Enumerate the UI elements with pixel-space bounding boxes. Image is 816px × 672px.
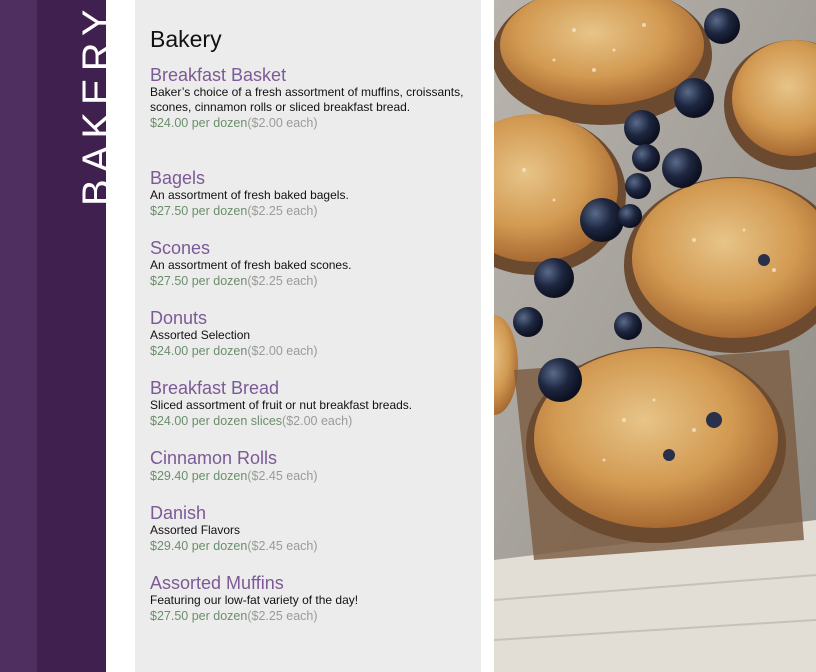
page-title: Bakery: [150, 26, 222, 52]
item-price: $29.40: [150, 539, 189, 553]
item-name: Breakfast Bread: [150, 378, 280, 398]
item-name: Bagels: [150, 168, 206, 188]
item-name: Donuts: [150, 308, 208, 328]
item-price: $27.50: [150, 204, 189, 218]
item-name: Scones: [150, 238, 211, 258]
item-name: Danish: [150, 503, 207, 523]
item-price-line: [150, 343, 470, 359]
item-each-price: ($2.25 each): [247, 204, 318, 218]
item-description: An assortment of fresh baked bagels.: [150, 188, 349, 202]
menu-item-breakfast-bread: [150, 378, 470, 429]
item-unit: per dozen: [191, 116, 248, 130]
item-description: An assortment of fresh baked scones.: [150, 258, 352, 272]
item-description: Sliced assortment of fruit or nut breakfast breads.: [150, 398, 413, 412]
item-price-line: [150, 468, 470, 484]
item-each-price: ($2.45 each): [247, 469, 318, 483]
item-price: $27.50: [150, 274, 189, 288]
item-unit: per dozen: [191, 204, 248, 218]
muffins-illustration: [494, 0, 816, 672]
sidebar-title: BAKERY: [75, 2, 119, 206]
item-each-price: ($2.25 each): [247, 274, 318, 288]
item-price: $24.00: [150, 344, 189, 358]
item-each-price: ($2.00 each): [247, 116, 318, 130]
item-each-price: ($2.45 each): [247, 539, 318, 553]
menu-item-bagels: [150, 168, 470, 219]
menu-item-breakfast-basket: [150, 65, 470, 131]
item-description: Assorted Flavors: [150, 523, 241, 537]
menu-item-cinnamon-rolls: [150, 448, 470, 484]
item-unit: per dozen: [191, 274, 248, 288]
item-price: $27.50: [150, 609, 189, 623]
menu-item-danish: [150, 503, 470, 554]
item-each-price: ($2.00 each): [247, 344, 318, 358]
item-name: Assorted Muffins: [150, 573, 284, 593]
menu-item-donuts: [150, 308, 470, 359]
item-unit: per dozen slices: [191, 414, 283, 428]
item-each-price: ($2.25 each): [247, 609, 318, 623]
item-name: Cinnamon Rolls: [150, 448, 278, 468]
item-price-line: [150, 413, 470, 429]
item-price-line: [150, 273, 470, 289]
item-unit: per dozen: [191, 609, 248, 623]
item-price: $24.00: [150, 414, 189, 428]
item-price: $24.00: [150, 116, 189, 130]
item-unit: per dozen: [191, 344, 248, 358]
item-each-price: ($2.00 each): [282, 414, 353, 428]
muffins-photo: [494, 0, 816, 672]
item-description: Assorted Selection: [150, 328, 251, 342]
item-unit: per dozen: [191, 539, 248, 553]
menu-item-assorted-muffins: [150, 573, 470, 624]
menu-item-scones: [150, 238, 470, 289]
item-price-line: [150, 538, 470, 554]
item-price-line: [150, 115, 470, 131]
item-price-line: [150, 203, 470, 219]
item-description: Baker’s choice of a fresh assortment of muffins, croissants, scones, cinnamon rolls or sliced breakfast bread.: [150, 85, 464, 114]
item-unit: per dozen: [191, 469, 248, 483]
item-description: Featuring our low-fat variety of the day!: [150, 593, 359, 607]
sidebar-stripe-light: [0, 0, 37, 672]
item-name: Breakfast Basket: [150, 65, 287, 85]
item-price-line: [150, 608, 470, 624]
item-price: $29.40: [150, 469, 189, 483]
